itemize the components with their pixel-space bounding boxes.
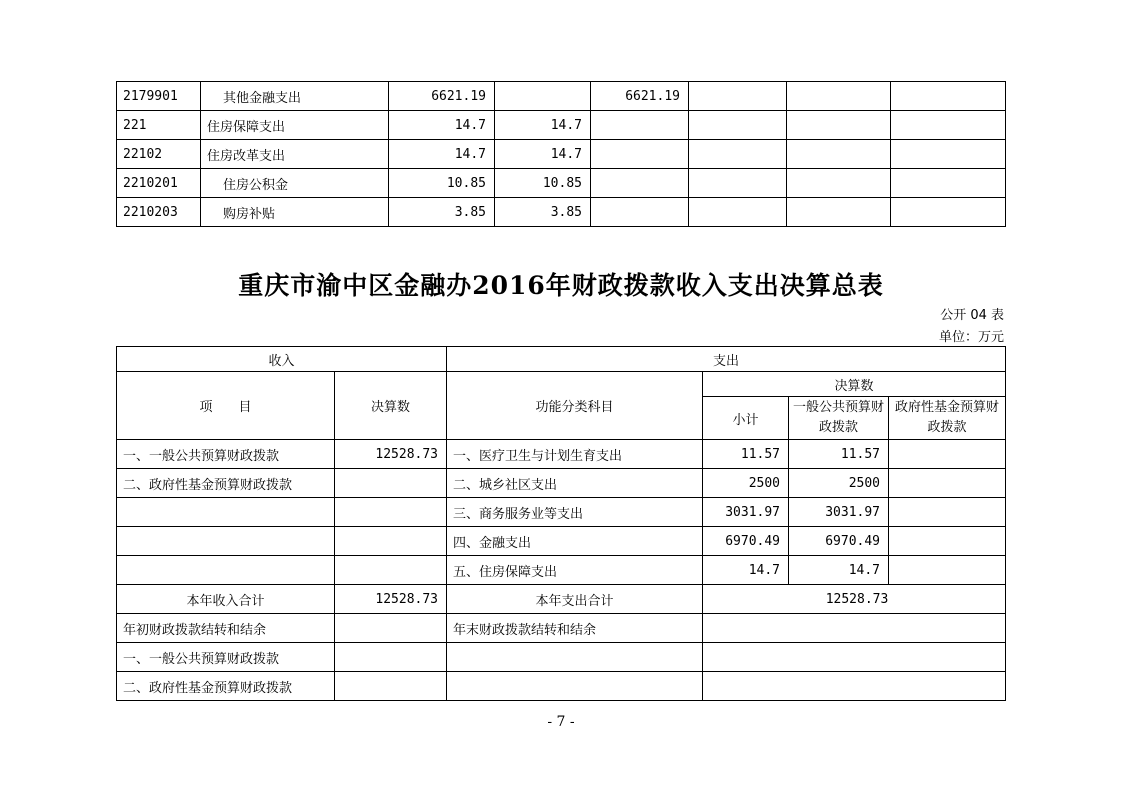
expense-subtotal: 2500 xyxy=(703,469,789,498)
page-title: 重庆市渝中区金融办2016年财政拨款收入支出决算总表 xyxy=(238,271,884,300)
total-amount: 3.85 xyxy=(389,198,495,227)
table-number: 公开 04 表 xyxy=(940,308,1004,323)
expense-item: 三、商务服务业等支出 xyxy=(447,498,703,527)
header-row-2 xyxy=(117,372,1006,397)
expense-gov-fund xyxy=(889,498,1006,527)
page-number: - 7 - xyxy=(547,714,575,730)
begin-balance-amount xyxy=(335,614,447,643)
total-amount: 14.7 xyxy=(389,111,495,140)
expense-gov-fund xyxy=(889,440,1006,469)
empty-cell xyxy=(787,140,891,169)
header-row-1 xyxy=(117,347,1006,372)
end-balance-label: 年末财政拨款结转和结余 xyxy=(447,614,703,643)
end-gov-fund-label xyxy=(447,672,703,701)
income-item: 二、政府性基金预算财政拨款 xyxy=(117,469,335,498)
subject-code: 2210201 xyxy=(117,169,201,198)
table-row xyxy=(117,469,1006,498)
table-row xyxy=(117,498,1006,527)
subject-code: 221 xyxy=(117,111,201,140)
expense-item: 一、医疗卫生与计划生育支出 xyxy=(447,440,703,469)
end-general-label xyxy=(447,643,703,672)
total-amount: 10.85 xyxy=(389,169,495,198)
income-amount: 12528.73 xyxy=(335,440,447,469)
end-general-amount xyxy=(703,643,1006,672)
begin-general-amount xyxy=(335,643,447,672)
basic-amount: 14.7 xyxy=(495,140,591,169)
subject-code: 22102 xyxy=(117,140,201,169)
end-gov-fund-amount xyxy=(703,672,1006,701)
expense-general-budget: 14.7 xyxy=(789,556,889,585)
project-amount xyxy=(591,198,689,227)
income-item xyxy=(117,498,335,527)
item-header: 项 目 xyxy=(117,372,335,440)
empty-cell xyxy=(787,111,891,140)
unit-label: 单位：万元 xyxy=(938,330,1004,345)
table-row xyxy=(117,198,1006,227)
basic-amount: 10.85 xyxy=(495,169,591,198)
empty-cell xyxy=(787,169,891,198)
project-amount xyxy=(591,169,689,198)
expense-subtotal: 6970.49 xyxy=(703,527,789,556)
expense-gov-fund xyxy=(889,469,1006,498)
income-amount xyxy=(335,556,447,585)
subject-code: 2179901 xyxy=(117,82,201,111)
expense-item: 二、城乡社区支出 xyxy=(447,469,703,498)
expense-general-budget: 2500 xyxy=(789,469,889,498)
empty-cell xyxy=(689,169,787,198)
begin-general-label: 一、一般公共预算财政拨款 xyxy=(117,643,335,672)
empty-cell xyxy=(891,82,1006,111)
income-item xyxy=(117,527,335,556)
final-amount-group-header: 决算数 xyxy=(703,372,1006,397)
empty-cell xyxy=(891,198,1006,227)
project-amount xyxy=(591,111,689,140)
income-header: 收入 xyxy=(117,347,447,372)
empty-cell xyxy=(891,111,1006,140)
project-amount: 6621.19 xyxy=(591,82,689,111)
continuation-table-body xyxy=(117,82,1006,227)
empty-cell xyxy=(689,111,787,140)
income-amount xyxy=(335,469,447,498)
continuation-table xyxy=(116,81,1006,227)
empty-cell xyxy=(787,198,891,227)
subject-name: 住房改革支出 xyxy=(201,140,389,169)
balance-general-row xyxy=(117,643,1006,672)
empty-cell xyxy=(891,169,1006,198)
total-amount: 14.7 xyxy=(389,140,495,169)
summary-table-body xyxy=(117,440,1006,585)
expense-item: 五、住房保障支出 xyxy=(447,556,703,585)
expense-subtotal: 11.57 xyxy=(703,440,789,469)
expense-header: 支出 xyxy=(447,347,1006,372)
income-item: 一、一般公共预算财政拨款 xyxy=(117,440,335,469)
expense-subtotal: 14.7 xyxy=(703,556,789,585)
begin-gov-fund-label: 二、政府性基金预算财政拨款 xyxy=(117,672,335,701)
subtotal-header: 小计 xyxy=(703,397,789,440)
income-amount xyxy=(335,527,447,556)
basic-amount: 14.7 xyxy=(495,111,591,140)
expense-gov-fund xyxy=(889,527,1006,556)
empty-cell xyxy=(689,140,787,169)
expense-general-budget: 6970.49 xyxy=(789,527,889,556)
subject-name: 住房公积金 xyxy=(201,169,389,198)
table-row xyxy=(117,527,1006,556)
begin-gov-fund-amount xyxy=(335,672,447,701)
summary-table xyxy=(116,346,1006,701)
total-income-amount: 12528.73 xyxy=(335,585,447,614)
empty-cell xyxy=(787,82,891,111)
table-row xyxy=(117,169,1006,198)
total-expense-label: 本年支出合计 xyxy=(447,585,703,614)
basic-amount: 3.85 xyxy=(495,198,591,227)
project-amount xyxy=(591,140,689,169)
end-balance-amount xyxy=(703,614,1006,643)
table-row xyxy=(117,111,1006,140)
table-row xyxy=(117,440,1006,469)
expense-general-budget: 3031.97 xyxy=(789,498,889,527)
general-budget-header: 一般公共预算财政拨款 xyxy=(789,397,889,440)
function-category-header: 功能分类科目 xyxy=(447,372,703,440)
empty-cell xyxy=(689,198,787,227)
empty-cell xyxy=(891,140,1006,169)
begin-balance-label: 年初财政拨款结转和结余 xyxy=(117,614,335,643)
balance-row xyxy=(117,614,1006,643)
table-row xyxy=(117,140,1006,169)
total-income-label: 本年收入合计 xyxy=(117,585,335,614)
total-amount: 6621.19 xyxy=(389,82,495,111)
income-amount xyxy=(335,498,447,527)
subject-code: 2210203 xyxy=(117,198,201,227)
expense-item: 四、金融支出 xyxy=(447,527,703,556)
expense-gov-fund xyxy=(889,556,1006,585)
subject-name: 其他金融支出 xyxy=(201,82,389,111)
expense-general-budget: 11.57 xyxy=(789,440,889,469)
expense-subtotal: 3031.97 xyxy=(703,498,789,527)
total-expense-amount: 12528.73 xyxy=(703,585,1006,614)
gov-fund-header: 政府性基金预算财政拨款 xyxy=(889,397,1006,440)
total-row xyxy=(117,585,1006,614)
income-item xyxy=(117,556,335,585)
empty-cell xyxy=(689,82,787,111)
balance-gov-fund-row xyxy=(117,672,1006,701)
table-row xyxy=(117,556,1006,585)
basic-amount xyxy=(495,82,591,111)
table-row xyxy=(117,82,1006,111)
subject-name: 购房补贴 xyxy=(201,198,389,227)
subject-name: 住房保障支出 xyxy=(201,111,389,140)
final-amount-header: 决算数 xyxy=(335,372,447,440)
